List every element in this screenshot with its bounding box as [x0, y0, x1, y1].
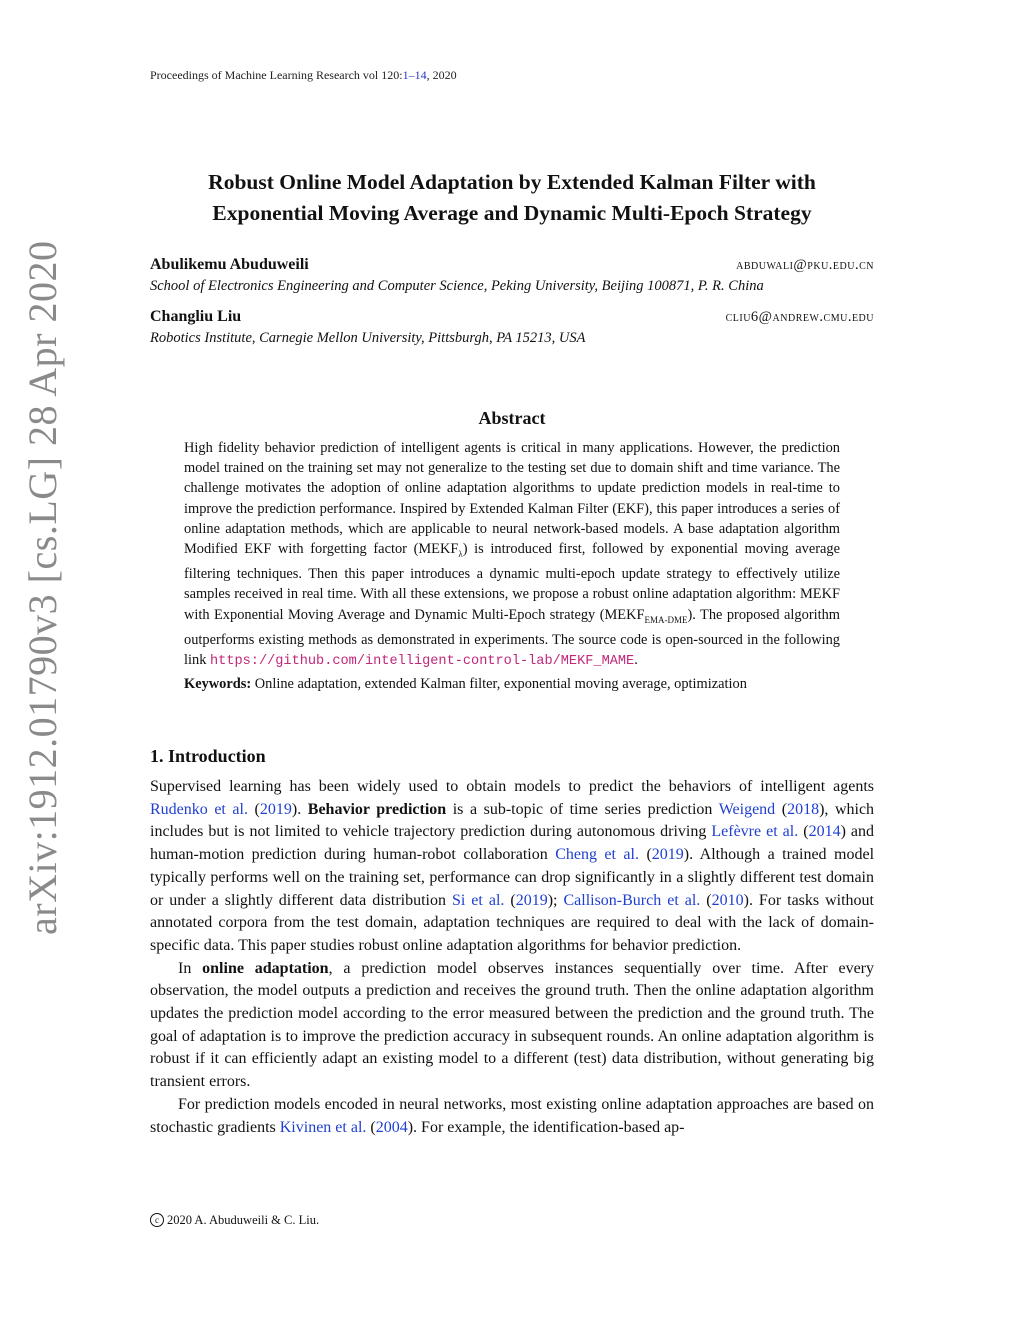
citation-link[interactable]: Si et al. [451, 891, 505, 909]
paper-title: Robust Online Model Adaptation by Extended Kalman Filter with Exponential Moving Average and Dynamic Multi-Epoch Strategy [208, 170, 816, 225]
abstract-body [184, 438, 840, 694]
copyright-footer: c 2020 A. Abuduweili & C. Liu. [150, 1213, 319, 1228]
citation-year-link[interactable]: 2014 [808, 823, 841, 841]
author-email[interactable]: abduwali@pku.edu.cn [736, 257, 874, 273]
running-header: Proceedings of Machine Learning Research vol 120:1–14, 2020 [150, 68, 457, 82]
intro-paragraph-1: Supervised learning has been widely used to obtain models to predict the behaviors of intelligent agents Rudenko et al. (2019). Behavior prediction is a sub-topic of time series prediction Weigend (2018), which includes but is not limited to vehicle trajectory prediction during autonomous driving Lefèvre et al. (2014) and human-motion prediction during human-robot collaboration Cheng et al. (2019). Although a trained model typically performs well on the training set, performance can drop significantly in a slightly different test domain or under a slightly different data distribution Si et al. (2019); Callison-Burch et al. (2010). For tasks without annotated corpora from the test domain, adaptation techniques are required to deal with the lack of domain-specific data. This paper studies robust online adaptation algorithms for behavior prediction. [150, 778, 875, 954]
author-name: Abulikemu Abuduweili [150, 256, 309, 273]
keywords: Keywords: Online adaptation, extended Kalman filter, exponential moving average, optimization [184, 675, 747, 692]
citation-year-link[interactable]: 2018 [787, 800, 820, 818]
citation-link[interactable]: Rudenko et al. [150, 800, 248, 818]
citation-year-link[interactable]: 2019 [259, 800, 292, 818]
page-range-link[interactable]: 1–14 [402, 68, 427, 82]
copyright-icon: c [150, 1213, 164, 1227]
section-heading-introduction: 1. Introduction [150, 746, 266, 766]
arxiv-stamp: arXiv:1912.01790v3 [cs.LG] 28 Apr 2020 [20, 240, 65, 935]
citation-year-link[interactable]: 2004 [375, 1118, 408, 1136]
citation-year-link[interactable]: 2010 [711, 891, 744, 909]
source-code-link[interactable]: https://github.com/intelligent-control-lab/MEKF_MAME [210, 653, 635, 669]
author-name: Changliu Liu [150, 308, 242, 325]
citation-link[interactable]: Kivinen et al. [279, 1118, 367, 1136]
citation-year-link[interactable]: 2019 [651, 846, 684, 864]
citation-link[interactable]: Lefèvre et al. [711, 823, 799, 841]
intro-paragraph-2: In online adaptation, a prediction model observes instances sequentially over time. After every observation, the model outputs a prediction and receives the ground truth. Then the online adaptation algorithm updates the prediction model according to the error measured between the prediction and the ground truth. The goal of adaptation is to improve the prediction accuracy in subsequent rounds. An online adaptation algorithm is robust if it can efficiently adapt an existing model to a different (test) data distribution, without generating big transient errors. [150, 959, 874, 1091]
citation-year-link[interactable]: 2019 [515, 891, 548, 909]
citation-link[interactable]: Callison-Burch et al. [563, 891, 701, 909]
abstract-heading: Abstract [478, 408, 546, 428]
citation-link[interactable]: Weigend [718, 800, 776, 818]
author-email[interactable]: cliu6@andrew.cmu.edu [725, 309, 874, 325]
author-1 [150, 256, 874, 295]
introduction-body [150, 776, 874, 1139]
intro-paragraph-3: For prediction models encoded in neural networks, most existing online adaptation approaches are based on stochastic gradients Kivinen et al. (2004). For example, the identification-based ap- [150, 1095, 874, 1136]
author-affiliation: Robotics Institute, Carnegie Mellon University, Pittsburgh, PA 15213, USA [150, 330, 586, 346]
author-2 [150, 308, 874, 347]
author-affiliation: School of Electronics Engineering and Computer Science, Peking University, Beijing 100871, P. R. China [150, 278, 764, 294]
citation-link[interactable]: Cheng et al. [555, 846, 639, 864]
abstract-paragraph: High fidelity behavior prediction of intelligent agents is critical in many applications. However, the prediction model trained on the training set may not generalize to the testing set due to domain shift and time variance. The challenge motivates the adoption of online adaptation algorithms to update prediction models in real-time to improve the prediction performance. Inspired by Extended Kalman Filter (EKF), this paper introduces a series of online adaptation methods, which are applicable to neural network-based models. A base adaptation algorithm Modified EKF with forgetting factor $(MEKF_\lambda)$ is introduced first, followed by exponential moving average filtering techniques. Then this paper introduces a dynamic multi-epoch update strategy to effectively utilize samples received in real time. With all these extensions, we propose a robust online adaptation algorithm: MEKF with Exponential Moving Average and Dynamic Multi-Epoch strategy $(MEKF_{EMA-DME})$. The proposed algorithm outperforms existing methods as demonstrated in experiments. The source code is open-sourced in the following link https://github.com/intelligent-control-lab/MEKF_MAME. [184, 440, 840, 669]
